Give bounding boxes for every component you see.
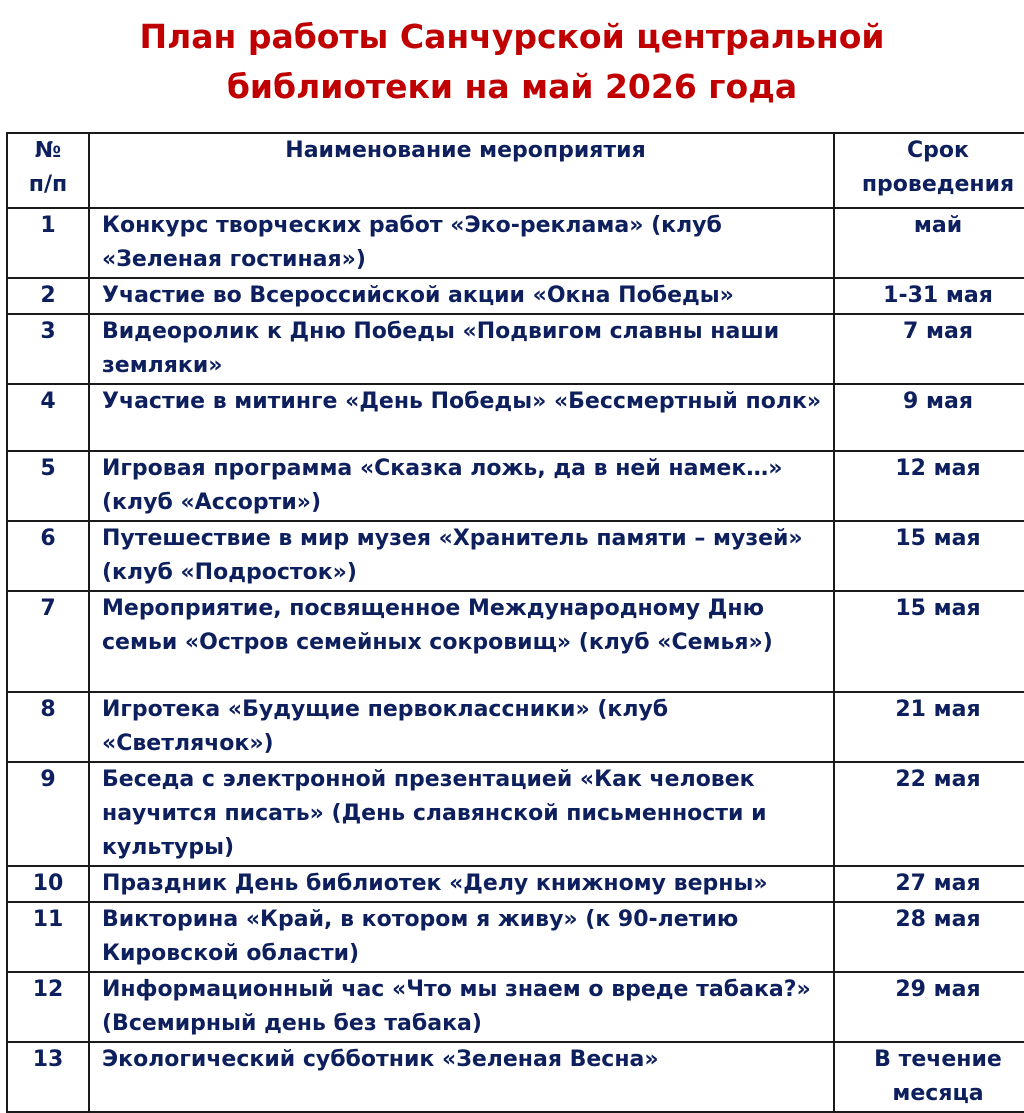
row-date: 22 мая xyxy=(834,762,1024,866)
row-number: 3 xyxy=(7,314,89,384)
row-date: 15 мая xyxy=(834,591,1024,692)
table-row xyxy=(7,866,1024,902)
row-event-name: Конкурс творческих работ «Эко-реклама» (клуб «Зеленая гостиная») xyxy=(89,208,834,278)
page-title xyxy=(0,12,1024,112)
title-line-2: библиотеки на май 2026 года xyxy=(226,67,798,106)
table-row xyxy=(7,762,1024,866)
row-date: май xyxy=(834,208,1024,278)
row-number: 11 xyxy=(7,902,89,972)
table-row xyxy=(7,591,1024,692)
row-date: 27 мая xyxy=(834,866,1024,902)
table-header-row xyxy=(7,133,1024,208)
row-event-name: Путешествие в мир музея «Хранитель памяти – музей» (клуб «Подросток») xyxy=(89,521,834,591)
table-row xyxy=(7,972,1024,1042)
table-row xyxy=(7,902,1024,972)
events-table xyxy=(6,132,1024,1113)
row-number: 13 xyxy=(7,1042,89,1112)
row-number: 10 xyxy=(7,866,89,902)
table-row xyxy=(7,314,1024,384)
row-number: 9 xyxy=(7,762,89,866)
row-date: 1-31 мая xyxy=(834,278,1024,314)
header-date: Срок проведения xyxy=(834,133,1024,208)
row-number: 5 xyxy=(7,451,89,521)
row-event-name: Игротека «Будущие первоклассники» (клуб «Светлячок») xyxy=(89,692,834,762)
row-date: 21 мая xyxy=(834,692,1024,762)
table-row xyxy=(7,384,1024,451)
title-line-1: План работы Санчурской центральной xyxy=(139,17,885,56)
table-row xyxy=(7,278,1024,314)
row-event-name: Игровая программа «Сказка ложь, да в ней намек…» (клуб «Ассорти») xyxy=(89,451,834,521)
table-row xyxy=(7,208,1024,278)
row-event-name: Экологический субботник «Зеленая Весна» xyxy=(89,1042,834,1112)
row-event-name: Видеоролик к Дню Победы «Подвигом славны наши земляки» xyxy=(89,314,834,384)
row-date: 7 мая xyxy=(834,314,1024,384)
row-number: 12 xyxy=(7,972,89,1042)
table-row xyxy=(7,1042,1024,1112)
table-row xyxy=(7,451,1024,521)
header-event-name: Наименование мероприятия xyxy=(89,133,834,208)
row-event-name: Беседа с электронной презентацией «Как человек научится писать» (День славянской письменности и культуры) xyxy=(89,762,834,866)
row-number: 8 xyxy=(7,692,89,762)
header-number: № п/п xyxy=(7,133,89,208)
row-date: 12 мая xyxy=(834,451,1024,521)
row-number: 2 xyxy=(7,278,89,314)
row-event-name: Информационный час «Что мы знаем о вреде табака?» (Всемирный день без табака) xyxy=(89,972,834,1042)
row-event-name: Праздник День библиотек «Делу книжному верны» xyxy=(89,866,834,902)
row-number: 4 xyxy=(7,384,89,451)
row-date: 29 мая xyxy=(834,972,1024,1042)
row-event-name: Мероприятие, посвященное Международному Дню семьи «Остров семейных сокровищ» (клуб «Семья») xyxy=(89,591,834,692)
row-number: 7 xyxy=(7,591,89,692)
row-date: 28 мая xyxy=(834,902,1024,972)
row-date: 9 мая xyxy=(834,384,1024,451)
table-row xyxy=(7,692,1024,762)
row-date: 15 мая xyxy=(834,521,1024,591)
row-event-name: Участие в митинге «День Победы» «Бессмертный полк» xyxy=(89,384,834,451)
row-date: В течение месяца xyxy=(834,1042,1024,1112)
row-event-name: Викторина «Край, в котором я живу» (к 90-летию Кировской области) xyxy=(89,902,834,972)
row-number: 6 xyxy=(7,521,89,591)
table-row xyxy=(7,521,1024,591)
row-number: 1 xyxy=(7,208,89,278)
row-event-name: Участие во Всероссийской акции «Окна Победы» xyxy=(89,278,834,314)
